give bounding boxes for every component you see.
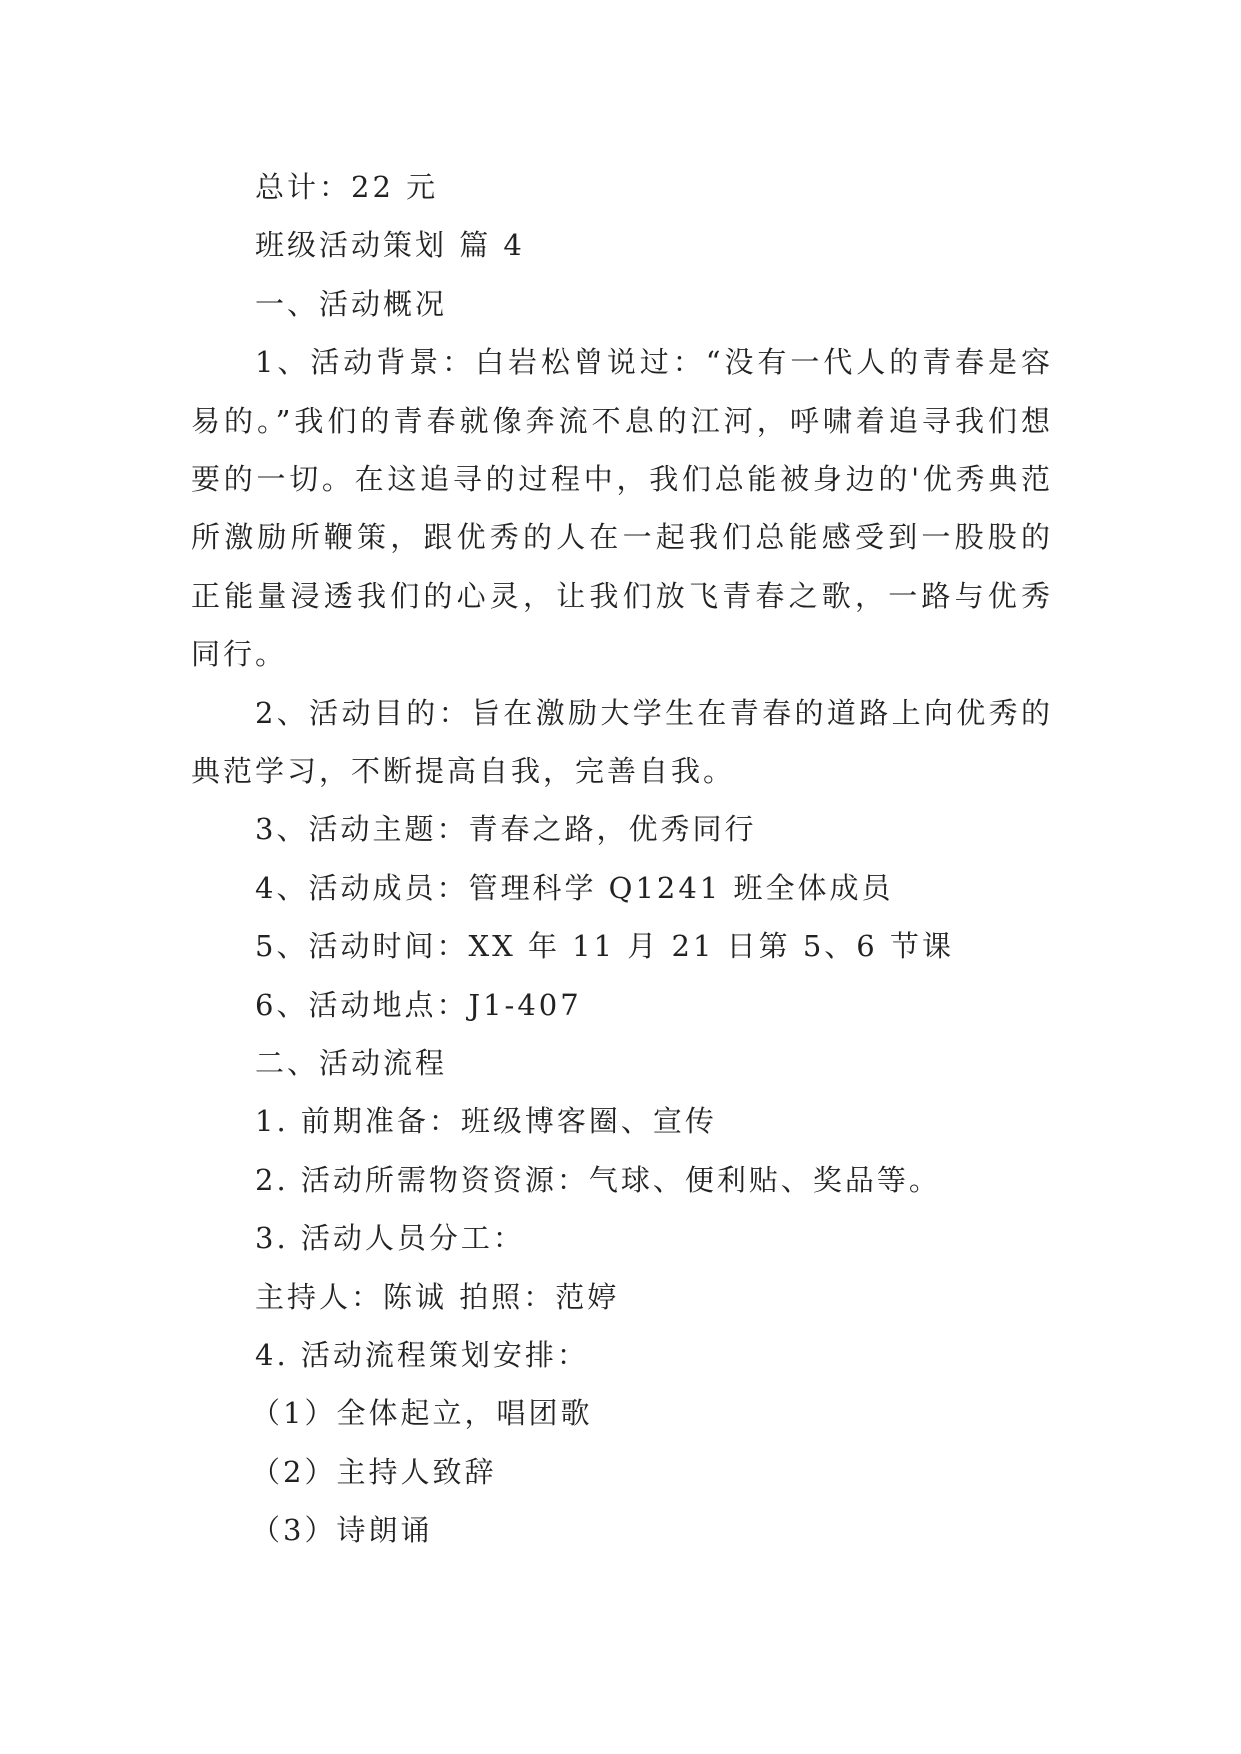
item-resources: 2. 活动所需物资资源：气球、便利贴、奖品等。 bbox=[255, 1162, 941, 1197]
item-location: 6、活动地点：J1-407 bbox=[255, 987, 582, 1022]
section-title: 班级活动策划 篇 4 bbox=[255, 228, 525, 263]
sub-item-3: （3）诗朗诵 bbox=[251, 1513, 433, 1548]
item-host-photo: 主持人：陈诚 拍照：范婷 bbox=[255, 1279, 620, 1314]
heading-overview: 一、活动概况 bbox=[255, 286, 448, 321]
item-time: 5、活动时间：XX 年 11 月 21 日第 5、6 节课 bbox=[255, 929, 954, 964]
item-members: 4、活动成员：管理科学 Q1241 班全体成员 bbox=[255, 870, 894, 905]
sub-item-2: （2）主持人致辞 bbox=[251, 1454, 497, 1489]
total-line: 总计：22 元 bbox=[255, 170, 439, 204]
paragraph-purpose: 2、活动目的：旨在激励大学生在青春的道路上向优秀的典范学习，不断提高自我，完善自我。 bbox=[191, 695, 1053, 789]
paragraph-background: 1、活动背景：白岩松曾说过：“没有一代人的青春是容易的。”我们的青春就像奔流不息的江河，呼啸着追寻我们想要的一切。在这追寻的过程中，我们总能被身边的'优秀典范所激励所鞭策，跟优秀的人在一起我们总能感受到一股股的正能量浸透我们的心灵，让我们放飞青春之歌，一路与优秀同行。 bbox=[191, 345, 1053, 672]
heading-process: 二、活动流程 bbox=[255, 1045, 448, 1080]
item-schedule: 4. 活动流程策划安排： bbox=[255, 1337, 589, 1372]
item-division: 3. 活动人员分工： bbox=[255, 1221, 525, 1256]
item-theme: 3、活动主题：青春之路，优秀同行 bbox=[255, 812, 757, 847]
document-body bbox=[191, 158, 1053, 1560]
sub-item-1: （1）全体起立，唱团歌 bbox=[251, 1396, 593, 1431]
item-preparation: 1. 前期准备：班级博客圈、宣传 bbox=[255, 1104, 717, 1139]
